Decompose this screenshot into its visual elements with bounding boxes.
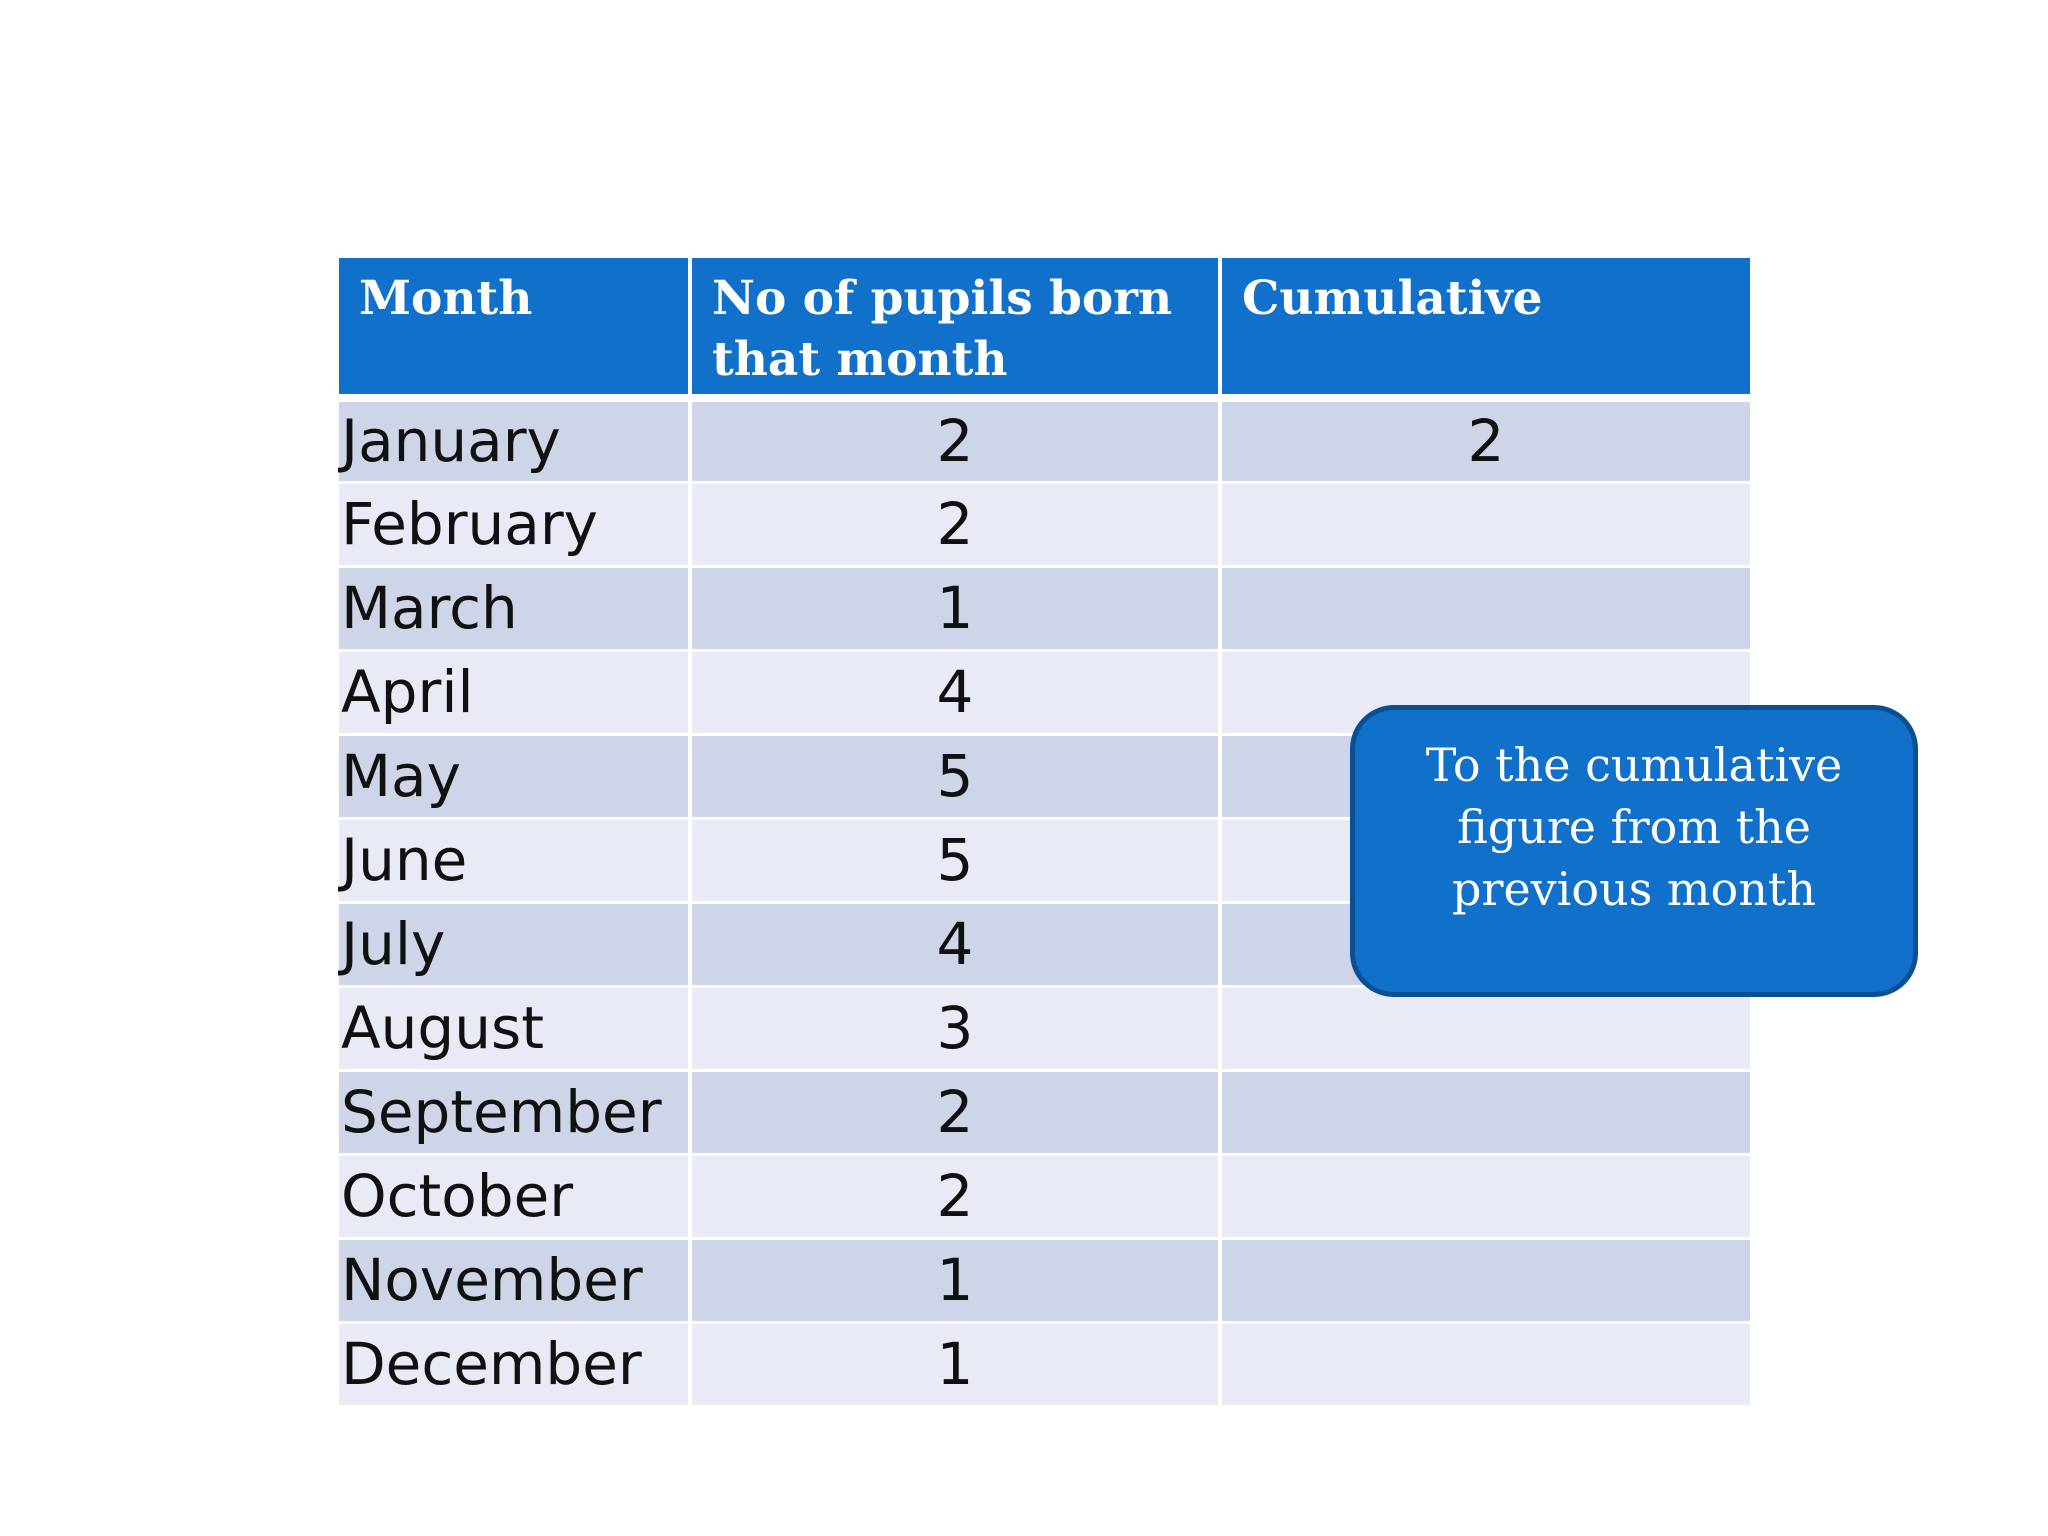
count-cell: 4 (690, 902, 1220, 986)
cumulative-cell (1220, 986, 1750, 1070)
count-cell: 1 (690, 1238, 1220, 1322)
month-cell: November (339, 1238, 690, 1322)
table-row (339, 1238, 1750, 1322)
header-month: Month (339, 258, 690, 398)
count-cell: 4 (690, 650, 1220, 734)
cumulative-cell (1220, 1238, 1750, 1322)
count-cell: 2 (690, 1070, 1220, 1154)
cumulative-cell (1220, 482, 1750, 566)
count-cell: 1 (690, 566, 1220, 650)
table-row (339, 566, 1750, 650)
month-cell: April (339, 650, 690, 734)
header-row (339, 258, 1750, 398)
table-row (339, 398, 1750, 482)
count-cell: 3 (690, 986, 1220, 1070)
cumulative-cell: 2 (1220, 398, 1750, 482)
table-row (339, 482, 1750, 566)
count-cell: 5 (690, 818, 1220, 902)
count-cell: 2 (690, 482, 1220, 566)
cumulative-cell (1220, 566, 1750, 650)
month-cell: March (339, 566, 690, 650)
cumulative-cell (1220, 1322, 1750, 1406)
table-row (339, 1154, 1750, 1238)
callout-text: To the cumulative figure from the previous month (1425, 738, 1843, 916)
table-row (339, 1070, 1750, 1154)
count-cell: 5 (690, 734, 1220, 818)
month-cell: February (339, 482, 690, 566)
cumulative-cell (1220, 1070, 1750, 1154)
header-pupils-born: No of pupils born that month (690, 258, 1220, 398)
table-row (339, 1322, 1750, 1406)
count-cell: 1 (690, 1322, 1220, 1406)
month-cell: August (339, 986, 690, 1070)
cumulative-cell (1220, 1154, 1750, 1238)
month-cell: October (339, 1154, 690, 1238)
month-cell: September (339, 1070, 690, 1154)
table-row (339, 986, 1750, 1070)
month-cell: December (339, 1322, 690, 1406)
month-cell: June (339, 818, 690, 902)
month-cell: January (339, 398, 690, 482)
month-cell: May (339, 734, 690, 818)
month-cell: July (339, 902, 690, 986)
header-cumulative: Cumulative (1220, 258, 1750, 398)
count-cell: 2 (690, 1154, 1220, 1238)
callout-box (1350, 705, 1918, 997)
count-cell: 2 (690, 398, 1220, 482)
